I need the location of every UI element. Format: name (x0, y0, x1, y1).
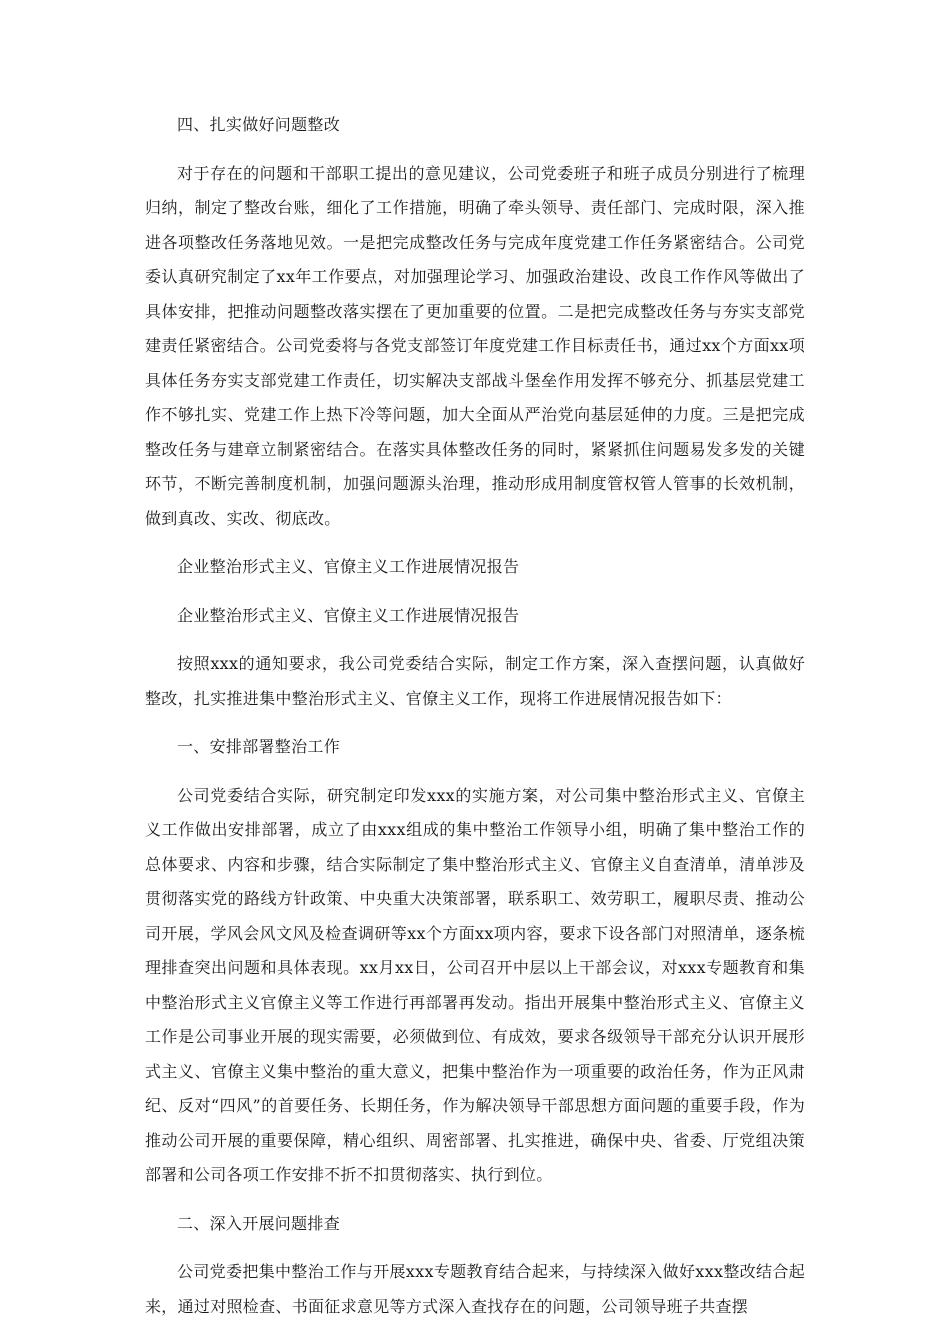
document-page (145, 108, 805, 1324)
paragraph-deployment: 公司党委结合实际，研究制定印发xxx的实施方案，对公司集中整治形式主义、官僚主义工作做出安排部署，成立了由xxx组成的集中整治工作领导小组，明确了集中整治工作的总体要求、内容和步骤，结合实际制定了集中整治形式主义、官僚主义自查清单，清单涉及贯彻落实党的路线方针政策、中央重大决策部署，联系职工、效劳职工，履职尽责、推动公司开展，学风会风文风及检查调研等xx个方面xx项内容，要求下设各部门对照清单，逐条梳理排查突出问题和具体表现。xx月xx日，公司召开中层以上干部会议，对xxx专题教育和集中整治形式主义官僚主义等工作进行再部署再发动。指出开展集中整治形式主义、官僚主义工作是公司事业开展的现实需要，必须做到位、有成效，要求各级领导干部充分认识开展形式主义、官僚主义集中整治的重大意义，把集中整治作为一项重要的政治任务，作为正风肃纪、反对“四风”的首要任务、长期任务，作为解决领导干部思想方面问题的重要手段，作为推动公司开展的重要保障，精心组织、周密部署、扎实推进，确保中央、省委、厅党组决策部署和公司各项工作安排不折不扣贯彻落实、执行到位。 (145, 785, 805, 1184)
section-heading-rectification: 四、扎实做好问题整改 (177, 115, 341, 134)
report-title-repeat: 企业整治形式主义、官僚主义工作进展情况报告 (177, 605, 520, 625)
section-heading-investigation: 二、深入开展问题排查 (177, 1213, 341, 1233)
paragraph-introduction: 按照xxx的通知要求，我公司党委结合实际，制定工作方案，深入查摆问题，认真做好整改，扎实推进集中整治形式主义、官僚主义工作，现将工作进展情况报告如下： (145, 654, 805, 708)
section-heading-deployment: 一、安排部署整治工作 (177, 737, 341, 756)
paragraph-rectification: 对于存在的问题和干部职工提出的意见建议，公司党委班子和班子成员分别进行了梳理归纳，制定了整改台账，细化了工作措施，明确了牵头领导、责任部门、完成时限，深入推进各项整改任务落地见效。一是把完成整改任务与完成年度党建工作任务紧密结合。公司党委认真研究制定了xx年工作要点，对加强理论学习、加强政治建设、改良工作作风等做出了具体安排，把推动问题整改落实摆在了更加重要的位置。二是把完成整改任务与夯实支部党建责任紧密结合。公司党委将与各党支部签订年度党建工作目标责任书，通过xx个方面xx项具体任务夯实支部党建工作责任，切实解决支部战斗堡垒作用发挥不够充分、抓基层党建工作不够扎实、党建工作上热下冷等问题，加大全面从严治党向基层延伸的力度。三是把完成整改任务与建章立制紧密结合。在落实具体整改任务的同时，紧紧抓住问题易发多发的关键环节，不断完善制度机制，加强问题源头治理，推动形成用制度管权管人管事的长效机制，做到真改、实改、彻底改。 (145, 163, 805, 528)
report-title: 企业整治形式主义、官僚主义工作进展情况报告 (177, 557, 520, 576)
paragraph-investigation: 公司党委把集中整治工作与开展xxx专题教育结合起来，与持续深入做好xxx整改结合起来，通过对照检查、书面征求意见等方式深入查找存在的问题，公司领导班子共查摆 (145, 1262, 805, 1316)
